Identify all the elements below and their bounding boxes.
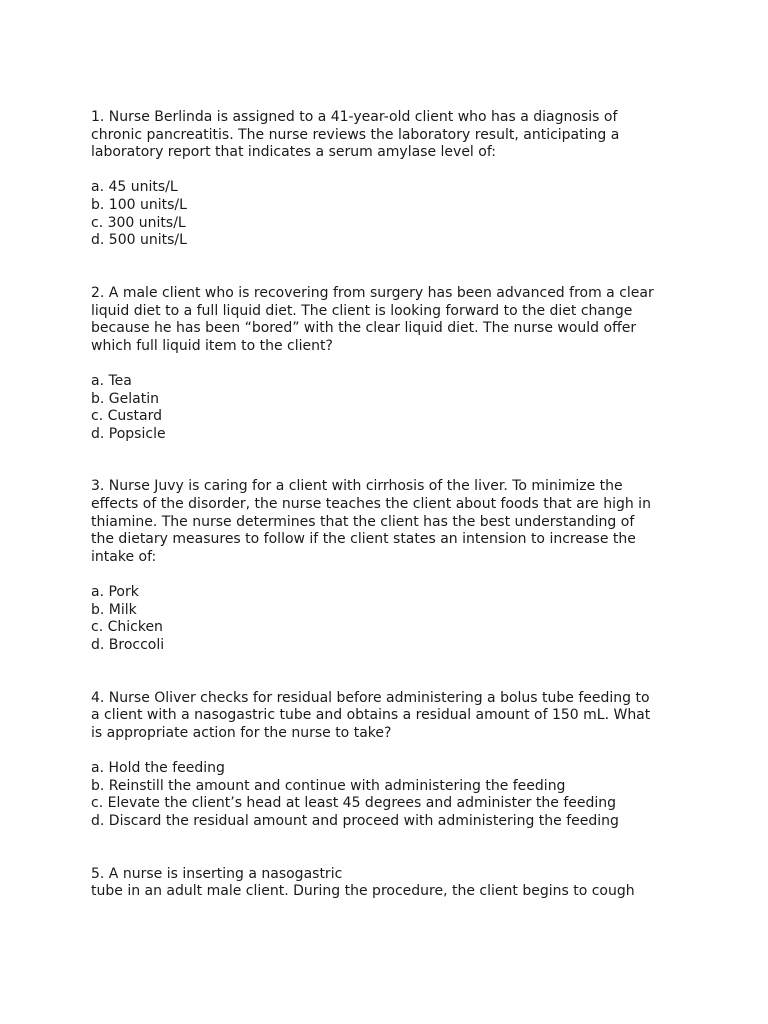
question-2-options — [91, 373, 711, 443]
question-1-option-b: b. 100 units/L — [91, 196, 187, 213]
question-spacer — [91, 830, 711, 865]
question-2 — [91, 285, 711, 443]
question-1-stem-line-2: chronic pancreatitis. The nurse reviews the laboratory result, anticipating a — [91, 126, 620, 143]
question-3-option-c: c. Chicken — [91, 619, 163, 636]
question-spacer — [91, 443, 711, 478]
question-3-options — [91, 584, 711, 654]
question-2-option-a: a. Tea — [91, 372, 132, 389]
question-2-stem-line-4: which full liquid item to the client? — [91, 337, 333, 354]
question-4-option-d: d. Discard the residual amount and proceed with administering the feeding — [91, 812, 619, 829]
question-5-stem-line-1: 5. A nurse is inserting a nasogastric — [91, 865, 343, 882]
question-5 — [91, 866, 711, 901]
question-2-stem-line-1: 2. A male client who is recovering from surgery has been advanced from a clear — [91, 284, 654, 301]
question-3-option-a: a. Pork — [91, 584, 139, 601]
question-2-stem-line-2: liquid diet to a full liquid diet. The client is looking forward to the diet change — [91, 302, 633, 319]
question-4-stem-line-1: 4. Nurse Oliver checks for residual before administering a bolus tube feeding to — [91, 689, 650, 706]
question-3-stem-line-5: intake of: — [91, 548, 157, 565]
question-spacer — [91, 250, 711, 285]
question-3-option-b: b. Milk — [91, 601, 137, 618]
question-3-stem-line-1: 3. Nurse Juvy is caring for a client with cirrhosis of the liver. To minimize the — [91, 478, 623, 495]
question-3-stem-line-3: thiamine. The nurse determines that the client has the best understanding of — [91, 513, 635, 530]
question-3-stem-line-4: the dietary measures to follow if the client states an intension to increase the — [91, 531, 636, 548]
question-5-stem-line-2: tube in an adult male client. During the procedure, the client begins to cough — [91, 883, 635, 900]
question-spacer — [91, 654, 711, 689]
question-2-option-c: c. Custard — [91, 408, 163, 425]
question-3-stem-line-2: effects of the disorder, the nurse teaches the client about foods that are high in — [91, 496, 651, 513]
question-4 — [91, 690, 711, 831]
question-3 — [91, 478, 711, 654]
question-2-option-b: b. Gelatin — [91, 390, 159, 407]
question-1-option-c: c. 300 units/L — [91, 214, 186, 231]
question-1-option-d: d. 500 units/L — [91, 232, 187, 249]
question-4-stem-line-2: a client with a nasogastric tube and obtains a residual amount of 150 mL. What — [91, 707, 651, 724]
question-1-stem-line-1: 1. Nurse Berlinda is assigned to a 41-year-old client who has a diagnosis of — [91, 109, 618, 125]
question-1 — [91, 109, 711, 250]
question-2-option-d: d. Popsicle — [91, 425, 166, 442]
question-1-stem-line-3: laboratory report that indicates a serum amylase level of: — [91, 144, 496, 161]
question-4-option-c: c. Elevate the client’s head at least 45 degrees and administer the feeding — [91, 795, 617, 812]
question-4-option-b: b. Reinstill the amount and continue with administering the feeding — [91, 777, 566, 794]
question-4-option-a: a. Hold the feeding — [91, 759, 225, 776]
question-2-stem-line-3: because he has been “bored” with the clear liquid diet. The nurse would offer — [91, 320, 637, 337]
question-1-options — [91, 179, 711, 249]
question-3-option-d: d. Broccoli — [91, 636, 165, 653]
document-page — [91, 109, 711, 901]
question-1-option-a: a. 45 units/L — [91, 179, 178, 196]
question-4-options — [91, 760, 711, 830]
question-4-stem-line-3: is appropriate action for the nurse to take? — [91, 724, 392, 741]
